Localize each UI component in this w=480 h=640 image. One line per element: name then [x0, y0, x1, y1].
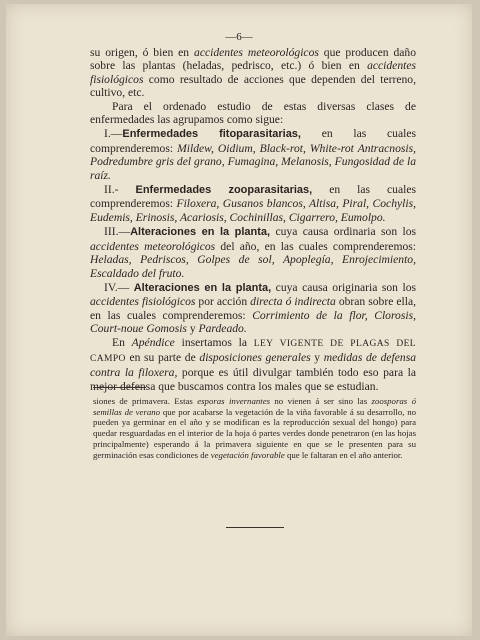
text-run: cuya causa ordinaria son los — [270, 225, 417, 239]
text-run: obran sobre ella, en las cuales comprenderemos: — [90, 295, 416, 322]
italic-run: vegetación favorable — [210, 449, 285, 460]
list-item-alteraciones-meteorologicas — [90, 225, 416, 280]
text-run: como resultado de acciones que dependen del terreno, cultivo, etc. — [90, 72, 416, 100]
italic-run: Filoxera, Gusanos blancos, Altisa, Piral, Cochylis, Eudemis, Erinosis, Acariosis, Cochinillas, Cigarrero, Eumolpo. — [90, 197, 416, 224]
smallcaps-run: LEY VIGENTE DE PLAGAS DEL CAMPO — [90, 338, 416, 364]
italic-run: accidentes fisiológicos — [90, 295, 196, 309]
italic-run: accidentes meteorológicos — [90, 239, 216, 253]
text-run: que producen daño sobre las plantas (heladas, pedrisco, etc.) ó bien en — [90, 46, 416, 73]
list-item-zooparasitarias — [90, 183, 416, 224]
text-run: su origen, ó bien en — [90, 46, 195, 59]
text-run: y — [186, 322, 199, 336]
footnote — [93, 396, 416, 460]
text-run: del año, en las cuales comprenderemos: — [215, 239, 416, 253]
text-run: que le faltaran en el año anterior. — [284, 449, 403, 460]
end-divider — [226, 527, 284, 528]
footnote-text — [93, 396, 416, 460]
italic-run: Apéndice — [131, 335, 175, 349]
document-page — [6, 4, 472, 636]
text-run: en las cuales comprenderemos: — [90, 183, 417, 211]
main-text — [90, 46, 416, 393]
italic-run: medidas de defensa contra la filoxera, — [90, 350, 416, 380]
text-run: porque es útil divulgar también todo eso para la mejor defensa que buscamos contra los males que se estudian. — [90, 366, 417, 393]
item-number: II.- — [104, 183, 136, 197]
text-run: insertamos la — [174, 335, 254, 349]
text-run: que por acabarse la vegetación de la viña favorable á su desarrollo, no pueden ya germinar en el año y se modifican es la reproducción sexual del hongo) para quedar resguardadas en el interior de la hoja ó partes verdes donde penetraron (en las hojas principalmente) esperando á la primavera siguiente en que se le presenten para su germinación esas condiciones de — [93, 406, 416, 460]
text-run: por acción — [195, 295, 251, 309]
italic-run: disposiciones generales — [199, 350, 311, 364]
item-number: III.— — [104, 225, 131, 239]
page-number: —6— — [225, 31, 253, 43]
italic-run: esporas invernantes — [197, 396, 271, 406]
list-item-alteraciones-fisiologicas — [90, 281, 416, 336]
paragraph-classification: Para el ordenado estudio de estas diversas clases de enfermedades las agrupamos como sigue: — [90, 99, 416, 127]
paragraph-origin — [90, 46, 416, 100]
text-run: en su parte de — [125, 350, 200, 364]
item-heading: Enfermedades zooparasitarias, — [135, 184, 313, 197]
paragraph-apendice — [90, 336, 416, 394]
text-run: En — [112, 335, 132, 349]
italic-run: directa ó indirecta — [250, 295, 336, 309]
item-number: I.— — [104, 127, 123, 141]
italic-run: Heladas, Pedriscos, Golpes de sol, Apoplegía, Enrojecimiento, Escaldado del fruto. — [90, 253, 416, 280]
text-run: en las cuales comprenderemos: — [90, 127, 416, 155]
italic-run: zoosporas ó semillas de verano — [93, 396, 416, 417]
italic-run: Mildew, Oidium, Black-rot, White-rot Antracnosis, Podredumbre gris del grano, Fumagina, Melanosis, Fungosidad de la raíz. — [90, 141, 417, 182]
text-run: no vienen á ser sino las — [270, 396, 372, 406]
italic-run: accidentes meteorológicos — [194, 46, 319, 59]
footnote-divider — [93, 387, 146, 388]
item-heading: Alteraciones en la planta, — [133, 281, 272, 294]
list-item-fitoparasitarias — [90, 127, 416, 182]
italic-run: Corrimiento de la flor, Clorosis, Court-noue Gomosis — [90, 308, 416, 336]
text-run: y — [310, 350, 324, 364]
text-run: cuya causa originaria son los — [271, 280, 417, 294]
item-heading: Alteraciones en la planta, — [130, 226, 271, 239]
italic-run: accidentes fisiológicos — [90, 59, 416, 86]
item-heading: Enfermedades fitoparasitarias, — [122, 128, 301, 141]
item-number: IV.— — [104, 280, 134, 294]
italic-run: Pardeado. — [198, 322, 247, 336]
text-run: siones de primavera. Estas — [93, 396, 198, 406]
